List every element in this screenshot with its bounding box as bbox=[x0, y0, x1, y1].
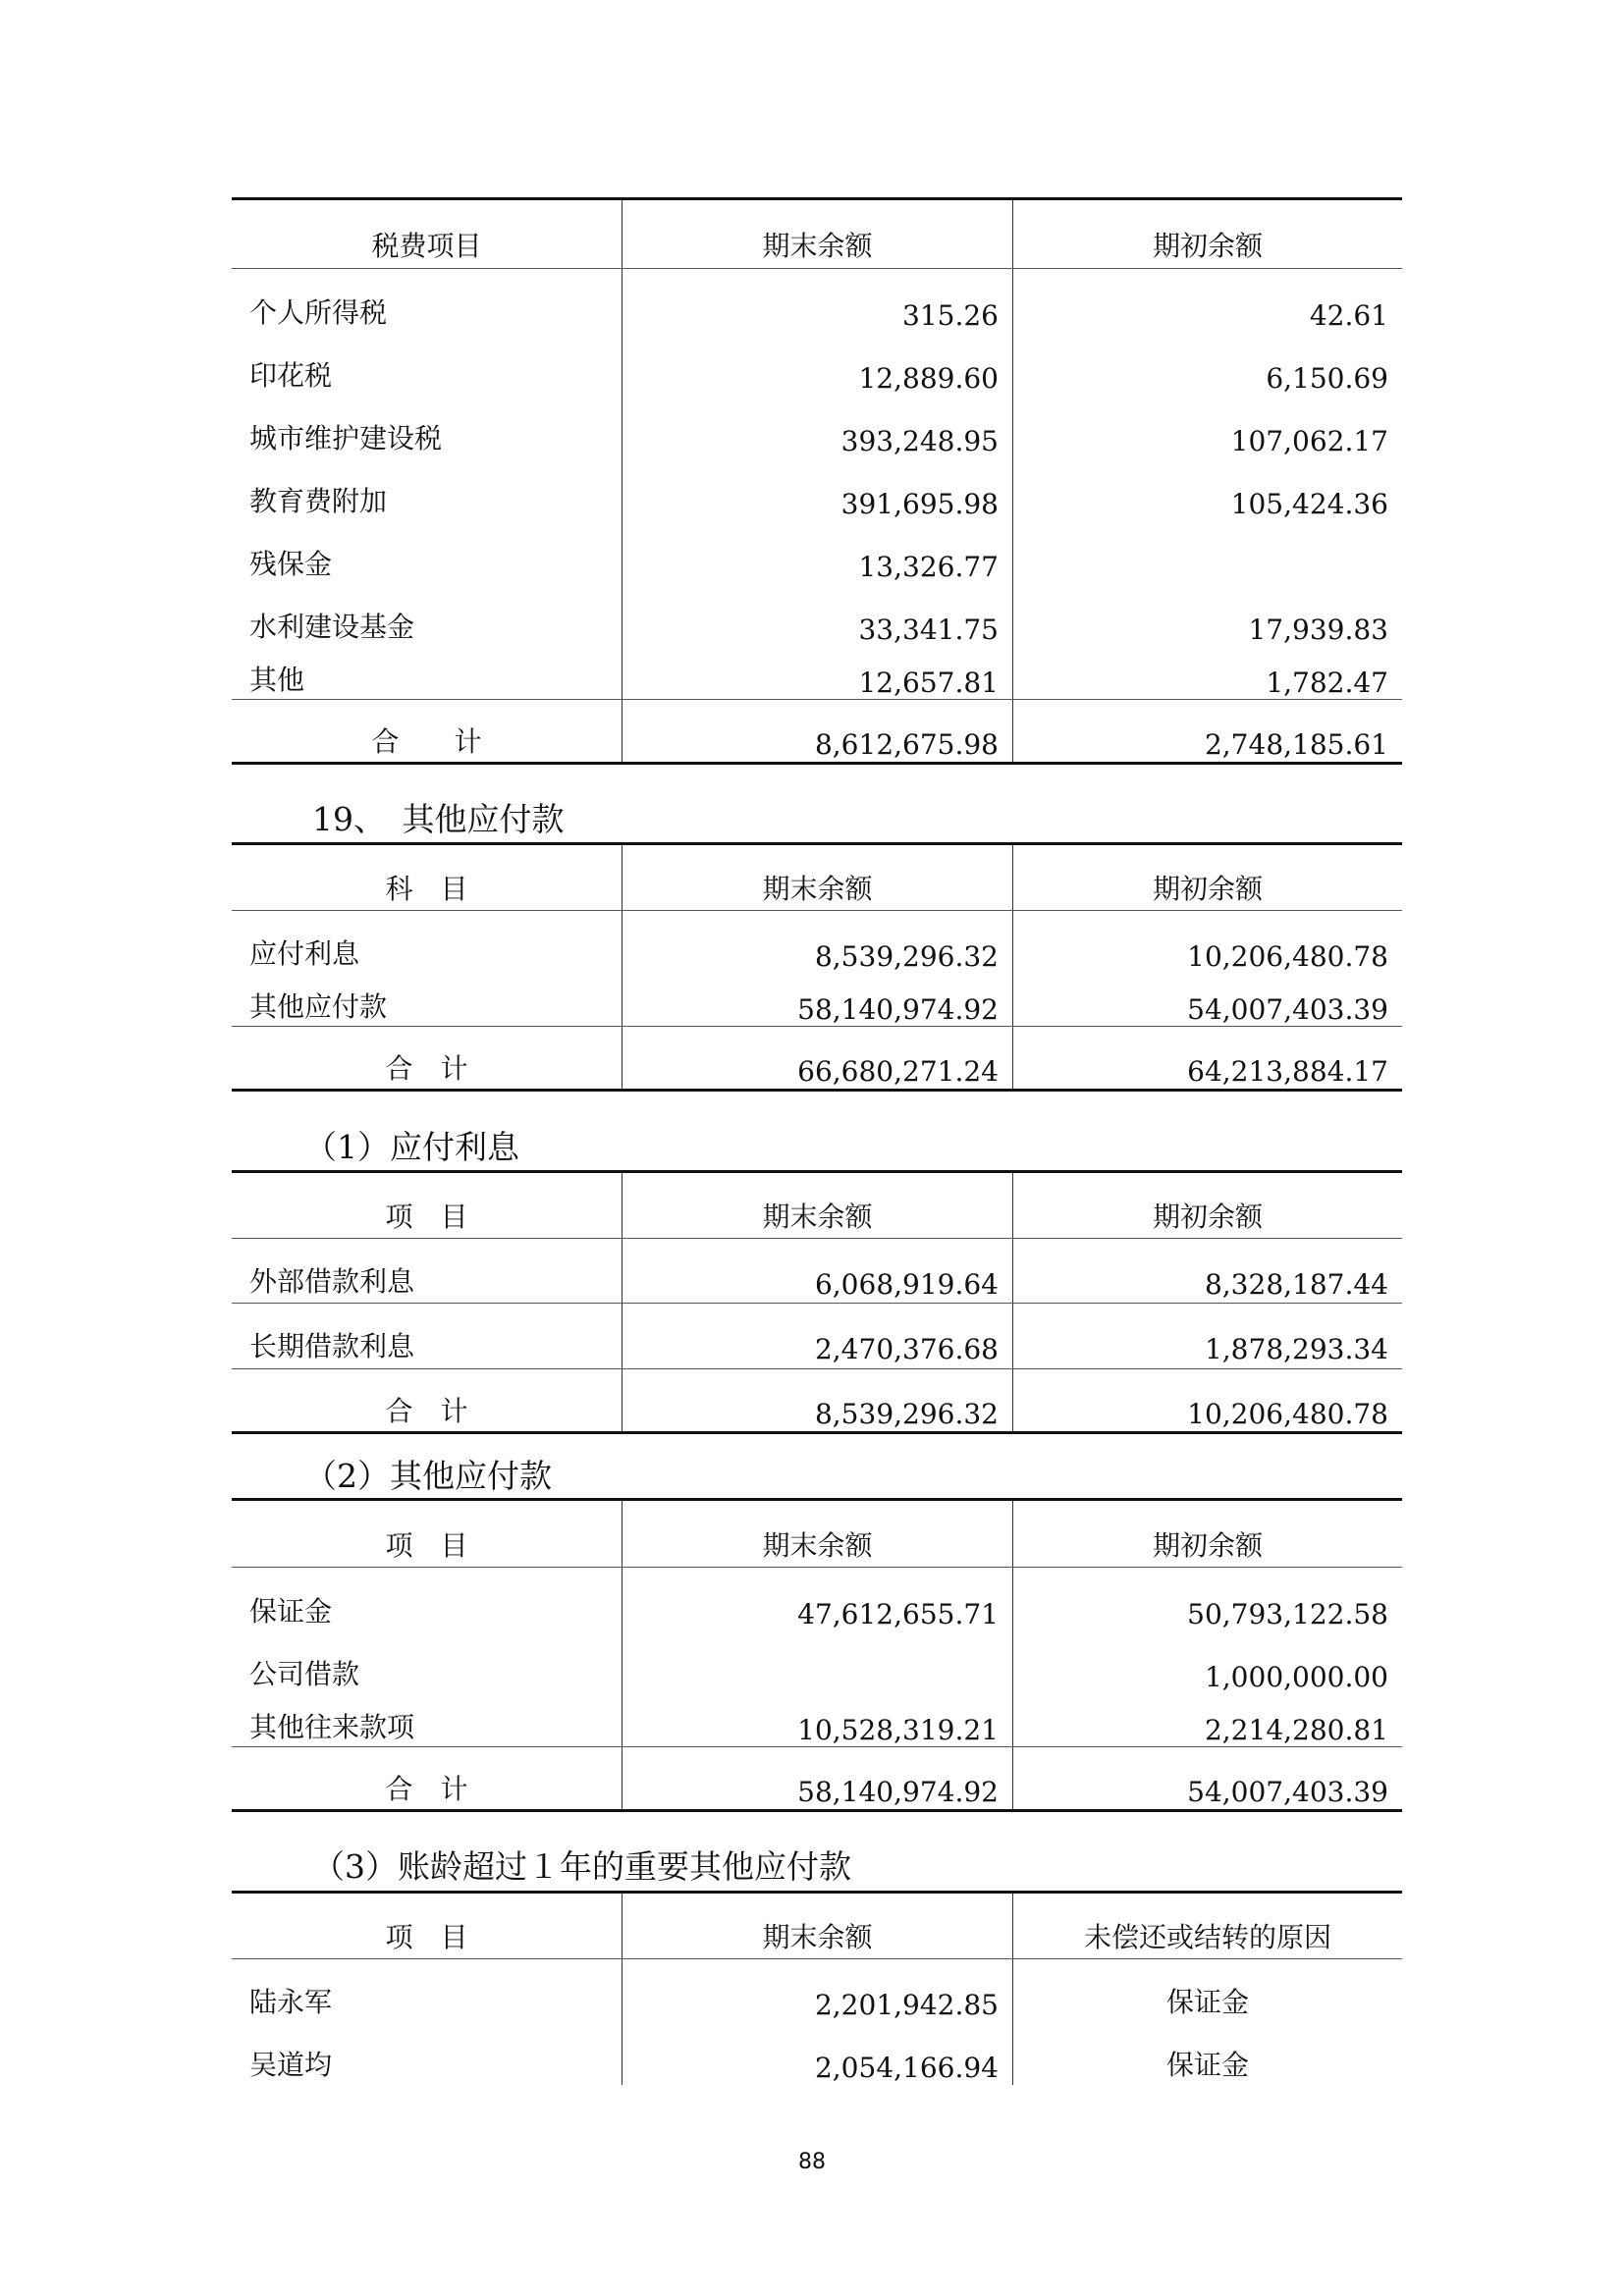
header-begin-balance: 期初余额 bbox=[1012, 1173, 1402, 1238]
row-begin-balance: 54,007,403.39 bbox=[1012, 974, 1402, 1026]
total-row bbox=[232, 1746, 1402, 1809]
row-begin-balance: 42.61 bbox=[1012, 269, 1402, 332]
section-heading-interest-payable: （1）应付利息 bbox=[304, 1128, 519, 1166]
header-begin-balance: 期初余额 bbox=[1012, 200, 1402, 268]
total-begin-balance: 64,213,884.17 bbox=[1012, 1027, 1402, 1089]
header-subject: 科 目 bbox=[385, 873, 468, 905]
table-row bbox=[232, 332, 1402, 395]
row-item: 其他应付款 bbox=[249, 990, 388, 1023]
header-reason: 未偿还或结转的原因 bbox=[1012, 1894, 1402, 1958]
table-header bbox=[232, 845, 1402, 911]
row-end-balance: 13,326.77 bbox=[622, 520, 1012, 583]
row-item: 教育费附加 bbox=[249, 485, 388, 517]
total-label: 合 计 bbox=[385, 1773, 468, 1805]
row-begin-balance: 2,214,280.81 bbox=[1012, 1693, 1402, 1746]
total-begin-balance: 2,748,185.61 bbox=[1012, 700, 1402, 762]
row-end-balance: 2,201,942.85 bbox=[622, 1959, 1012, 2022]
table-row bbox=[232, 1693, 1402, 1746]
total-end-balance: 58,140,974.92 bbox=[622, 1747, 1012, 1809]
row-begin-balance: 1,878,293.34 bbox=[1012, 1304, 1402, 1368]
row-end-balance: 58,140,974.92 bbox=[622, 974, 1012, 1026]
header-tax-item: 税费项目 bbox=[371, 230, 482, 262]
section-heading-aged-payables: （3）账龄超过１年的重要其他应付款 bbox=[312, 1847, 851, 1886]
table-row bbox=[232, 583, 1402, 646]
row-begin-balance: 50,793,122.58 bbox=[1012, 1568, 1402, 1630]
table-row bbox=[232, 2022, 1402, 2085]
header-end-balance: 期末余额 bbox=[622, 1501, 1012, 1567]
table-row bbox=[232, 520, 1402, 583]
row-end-balance: 33,341.75 bbox=[622, 583, 1012, 646]
header-end-balance: 期末余额 bbox=[622, 200, 1012, 268]
row-item: 残保金 bbox=[249, 548, 333, 580]
header-end-balance: 期末余额 bbox=[622, 845, 1012, 910]
tax-table bbox=[232, 197, 1402, 765]
section-heading-other-payables-detail: （2）其他应付款 bbox=[304, 1457, 552, 1495]
aged-payables-table bbox=[232, 1891, 1402, 2085]
row-reason: 保证金 bbox=[1012, 2022, 1402, 2085]
row-begin-balance: 6,150.69 bbox=[1012, 332, 1402, 395]
row-item: 外部借款利息 bbox=[249, 1265, 415, 1298]
row-reason: 保证金 bbox=[1012, 1959, 1402, 2022]
table-row bbox=[232, 1568, 1402, 1630]
row-item: 吴道均 bbox=[249, 2049, 333, 2081]
table-row bbox=[232, 1630, 1402, 1693]
total-row bbox=[232, 1368, 1402, 1431]
row-begin-balance: 17,939.83 bbox=[1012, 583, 1402, 646]
tax-table-header bbox=[232, 200, 1402, 269]
header-item: 项 目 bbox=[385, 1529, 468, 1562]
row-item: 个人所得税 bbox=[249, 296, 388, 329]
header-item: 项 目 bbox=[385, 1201, 468, 1233]
interest-payable-table bbox=[232, 1170, 1402, 1434]
row-begin-balance bbox=[1012, 520, 1402, 583]
other-payables-detail-table bbox=[232, 1498, 1402, 1812]
header-end-balance: 期末余额 bbox=[622, 1173, 1012, 1238]
table-row bbox=[232, 646, 1402, 699]
row-item: 其他往来款项 bbox=[249, 1711, 415, 1743]
table-row bbox=[232, 1959, 1402, 2022]
total-end-balance: 8,539,296.32 bbox=[622, 1369, 1012, 1431]
row-item: 公司借款 bbox=[249, 1658, 360, 1690]
row-begin-balance: 105,424.36 bbox=[1012, 457, 1402, 520]
total-begin-balance: 54,007,403.39 bbox=[1012, 1747, 1402, 1809]
table-row bbox=[232, 269, 1402, 332]
row-item: 城市维护建设税 bbox=[249, 422, 443, 454]
row-end-balance: 47,612,655.71 bbox=[622, 1568, 1012, 1630]
total-label: 合 计 bbox=[385, 1395, 468, 1427]
row-begin-balance: 1,000,000.00 bbox=[1012, 1630, 1402, 1693]
row-item: 应付利息 bbox=[249, 937, 360, 970]
row-end-balance: 12,657.81 bbox=[622, 646, 1012, 699]
section-heading-other-payables: 19、 其他应付款 bbox=[312, 800, 565, 838]
header-end-balance: 期末余额 bbox=[622, 1894, 1012, 1958]
total-label: 合 计 bbox=[371, 725, 482, 758]
row-item: 保证金 bbox=[249, 1595, 333, 1628]
total-begin-balance: 10,206,480.78 bbox=[1012, 1369, 1402, 1431]
table-header bbox=[232, 1173, 1402, 1239]
total-row bbox=[232, 699, 1402, 762]
total-label: 合 计 bbox=[385, 1052, 468, 1085]
total-end-balance: 66,680,271.24 bbox=[622, 1027, 1012, 1089]
row-end-balance: 8,539,296.32 bbox=[622, 911, 1012, 974]
total-row bbox=[232, 1026, 1402, 1089]
header-begin-balance: 期初余额 bbox=[1012, 1501, 1402, 1567]
row-end-balance: 391,695.98 bbox=[622, 457, 1012, 520]
row-end-balance: 12,889.60 bbox=[622, 332, 1012, 395]
header-begin-balance: 期初余额 bbox=[1012, 845, 1402, 910]
other-payables-summary-table bbox=[232, 842, 1402, 1092]
row-item: 陆永军 bbox=[249, 1986, 333, 2018]
row-item: 长期借款利息 bbox=[249, 1330, 415, 1362]
row-begin-balance: 10,206,480.78 bbox=[1012, 911, 1402, 974]
table-row bbox=[232, 395, 1402, 457]
table-header bbox=[232, 1501, 1402, 1568]
row-item: 其他 bbox=[249, 664, 305, 696]
row-begin-balance: 107,062.17 bbox=[1012, 395, 1402, 457]
header-item: 项 目 bbox=[385, 1921, 468, 1953]
row-end-balance: 10,528,319.21 bbox=[622, 1693, 1012, 1746]
table-row bbox=[232, 974, 1402, 1026]
row-end-balance: 6,068,919.64 bbox=[622, 1239, 1012, 1303]
row-item: 水利建设基金 bbox=[249, 611, 415, 643]
row-end-balance: 315.26 bbox=[622, 269, 1012, 332]
row-end-balance bbox=[622, 1630, 1012, 1693]
table-row bbox=[232, 457, 1402, 520]
table-row bbox=[232, 1303, 1402, 1368]
table-row bbox=[232, 1239, 1402, 1303]
total-end-balance: 8,612,675.98 bbox=[622, 700, 1012, 762]
row-begin-balance: 1,782.47 bbox=[1012, 646, 1402, 699]
row-end-balance: 2,470,376.68 bbox=[622, 1304, 1012, 1368]
row-end-balance: 2,054,166.94 bbox=[622, 2022, 1012, 2085]
row-begin-balance: 8,328,187.44 bbox=[1012, 1239, 1402, 1303]
page-number: 88 bbox=[798, 2150, 826, 2174]
row-end-balance: 393,248.95 bbox=[622, 395, 1012, 457]
table-row bbox=[232, 911, 1402, 974]
table-header bbox=[232, 1894, 1402, 1959]
row-item: 印花税 bbox=[249, 359, 333, 392]
